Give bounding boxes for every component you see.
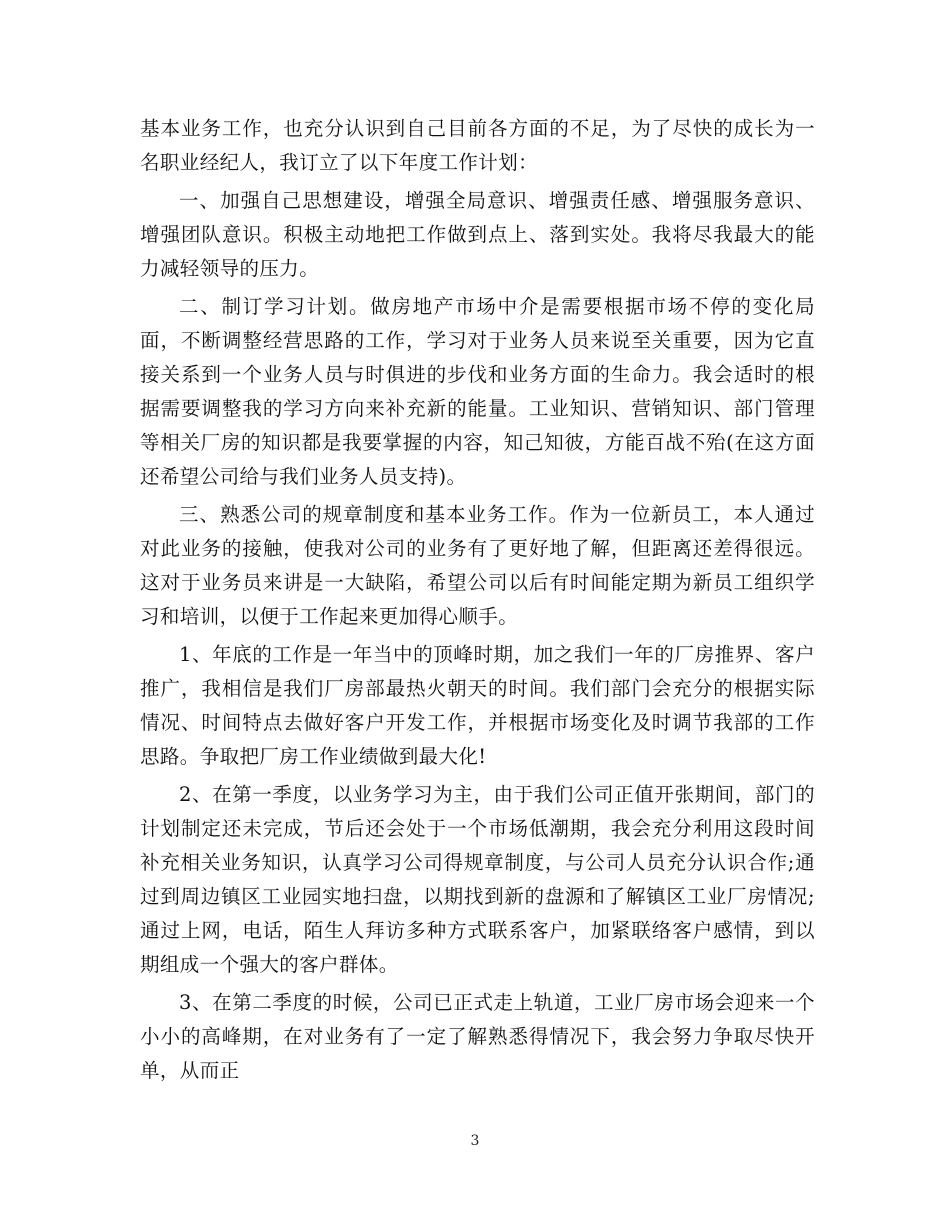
paragraph-section-one: 一、加强自己思想建设，增强全局意识、增强责任感、增强服务意识、增强团队意识。积极主动地把工作做到点上、落到实处。我将尽我最大的能力减轻领导的压力。 [140,189,815,280]
paragraph-item-3: 3、在第二季度的时候，公司已正式走上轨道，工业厂房市场会迎来一个小小的高峰期，在对业务有了一定了解熟悉得情况下，我会努力争取尽快开单，从而正 [140,991,815,1082]
paragraph-item-2: 2、在第一季度，以业务学习为主，由于我们公司正值开张期间，部门的计划制定还未完成，节后还会处于一个市场低潮期，我会充分利用这段时间补充相关业务知识，认真学习公司得规章制度，与公司人员充分认识合作;通过到周边镇区工业园实地扫盘，以期找到新的盘源和了解镇区工业厂房情况;通过上网，电话，陌生人拜访多种方式联系客户，加紧联络客户感情，到以期组成一个强大的客户群体。 [140,783,815,976]
paragraph-section-three: 三、熟悉公司的规章制度和基本业务工作。作为一位新员工，本人通过对此业务的接触，使我对公司的业务有了更好地了解，但距离还差得很远。这对于业务员来讲是一大缺陷，希望公司以后有时间能定期为新员工组织学习和培训，以便于工作起来更加得心顺手。 [140,503,815,628]
page-number: 3 [470,1133,480,1149]
paragraph-item-1: 1、年底的工作是一年当中的顶峰时期，加之我们一年的厂房推界、客户推广，我相信是我们厂房部最热火朝天的时间。我们部门会充分的根据实际情况、时间特点去做好客户开发工作，并根据市场变化及时调节我部的工作思路。争取把厂房工作业绩做到最大化! [140,643,815,768]
document-body [140,112,815,1088]
paragraph-continuation: 基本业务工作，也充分认识到自己目前各方面的不足，为了尽快的成长为一名职业经纪人，我订立了以下年度工作计划： [140,117,815,174]
paragraph-section-two: 二、制订学习计划。做房地产市场中介是需要根据市场不停的变化局面，不断调整经营思路的工作，学习对于业务人员来说至关重要，因为它直接关系到一个业务人员与时俱进的步伐和业务方面的生命力。我会适时的根据需要调整我的学习方向来补充新的能量。工业知识、营销知识、部门管理等相关厂房的知识都是我要掌握的内容，知己知彼，方能百战不殆(在这方面还希望公司给与我们业务人员支持)。 [140,295,815,488]
